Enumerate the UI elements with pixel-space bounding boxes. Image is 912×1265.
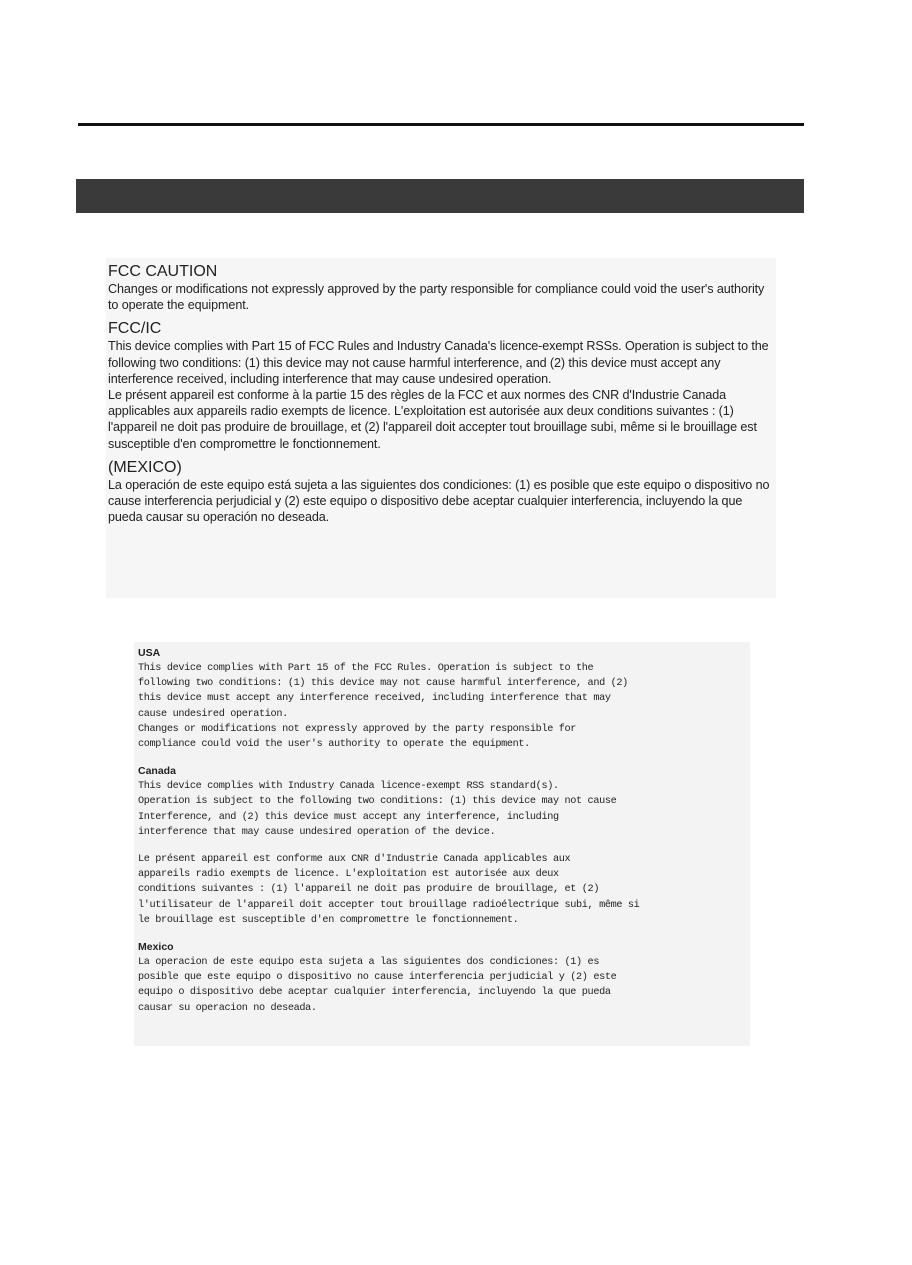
fcc-ic-text-french: Le présent appareil est conforme à la partie 15 des règles de la FCC et aux normes des CNR d'Industrie Canada applicables aux appareils radio exempts de licence. L'exploitation est autorisée aux deux conditions suivantes : (1) l'appareil ne doit pas produire de brouillage, et (2) l'appareil doit accepter tout brouillage subi, même si le brouillage est susceptible d'en compromettre le fonctionnement.: [108, 388, 757, 451]
spacer: [138, 840, 750, 852]
spacer: [138, 928, 750, 940]
section-header-bar: [76, 179, 804, 213]
canada-text-french: Le présent appareil est conforme aux CNR d'Industrie Canada applicables aux appareils radio exempts de licence. L'exploitation est autorisée aux deux conditions suivantes : (1) l'appareil ne doit pas produire de brouillage, et (2) l'utilisateur de l'appareil doit accepter tout brouillage radioélectrique subi, même si le brouillage est susceptible d'en compromettre le fonctionnement.: [138, 854, 640, 926]
fcc-caution-heading: FCC CAUTION: [108, 263, 218, 280]
top-rule: [78, 123, 804, 126]
fcc-caution-text: Changes or modifications not expressly approved by the party responsible for compliance could void the user's authority to operate the equipment.: [108, 282, 765, 313]
canada-heading: Canada: [138, 765, 176, 778]
fcc-ic-text-english: This device complies with Part 15 of FCC Rules and Industry Canada's licence-exempt RSSs. Operation is subject to the following two conditions: (1) this device may not cause harmful interference, and (2) this device must accept any interference received, including interference that may cause undesired operation.: [108, 339, 769, 386]
usa-text: This device complies with Part 15 of the FCC Rules. Operation is subject to the following two conditions: (1) this device may not cause harmful interference, and (2) this device must accept any interference received, including interference that may cause undesired operation. Changes or modifications not expressly approved by the party responsible for compliance could void the user's authority to operate the equipment.: [138, 663, 628, 751]
mexico-text-regional: La operacion de este equipo esta sujeta a las siguientes dos condiciones: (1) es posible que este equipo o dispositivo no cause interferencia perjudicial y (2) este equipo o dispositivo debe aceptar cualquier interferencia, incluyendo la que pueda causar su operacion no deseada.: [138, 957, 617, 1014]
fcc-ic-heading: FCC/IC: [108, 320, 162, 338]
fcc-notice-image-block: [106, 258, 776, 598]
mexico-text: La operación de este equipo está sujeta a las siguientes dos condiciones: (1) es posible que este equipo o dispositivo no cause interferencia perjudicial y (2) este equipo o dispositivo debe aceptar cualquier interferencia, incluyendo la que pueda causar su operación no deseada.: [108, 477, 770, 525]
usa-heading: USA: [138, 647, 161, 659]
canada-text-english: This device complies with Industry Canada licence-exempt RSS standard(s). Operation is subject to the following two conditions: (1) this device may not cause Interference, and (2) this device must accept any interference, including interference that may cause undesired operation of the device.: [138, 781, 617, 838]
regional-compliance-block: [134, 642, 750, 1046]
mexico-heading: (MEXICO): [108, 458, 182, 476]
spacer: [138, 752, 750, 764]
mexico-heading-regional: Mexico: [138, 941, 174, 954]
